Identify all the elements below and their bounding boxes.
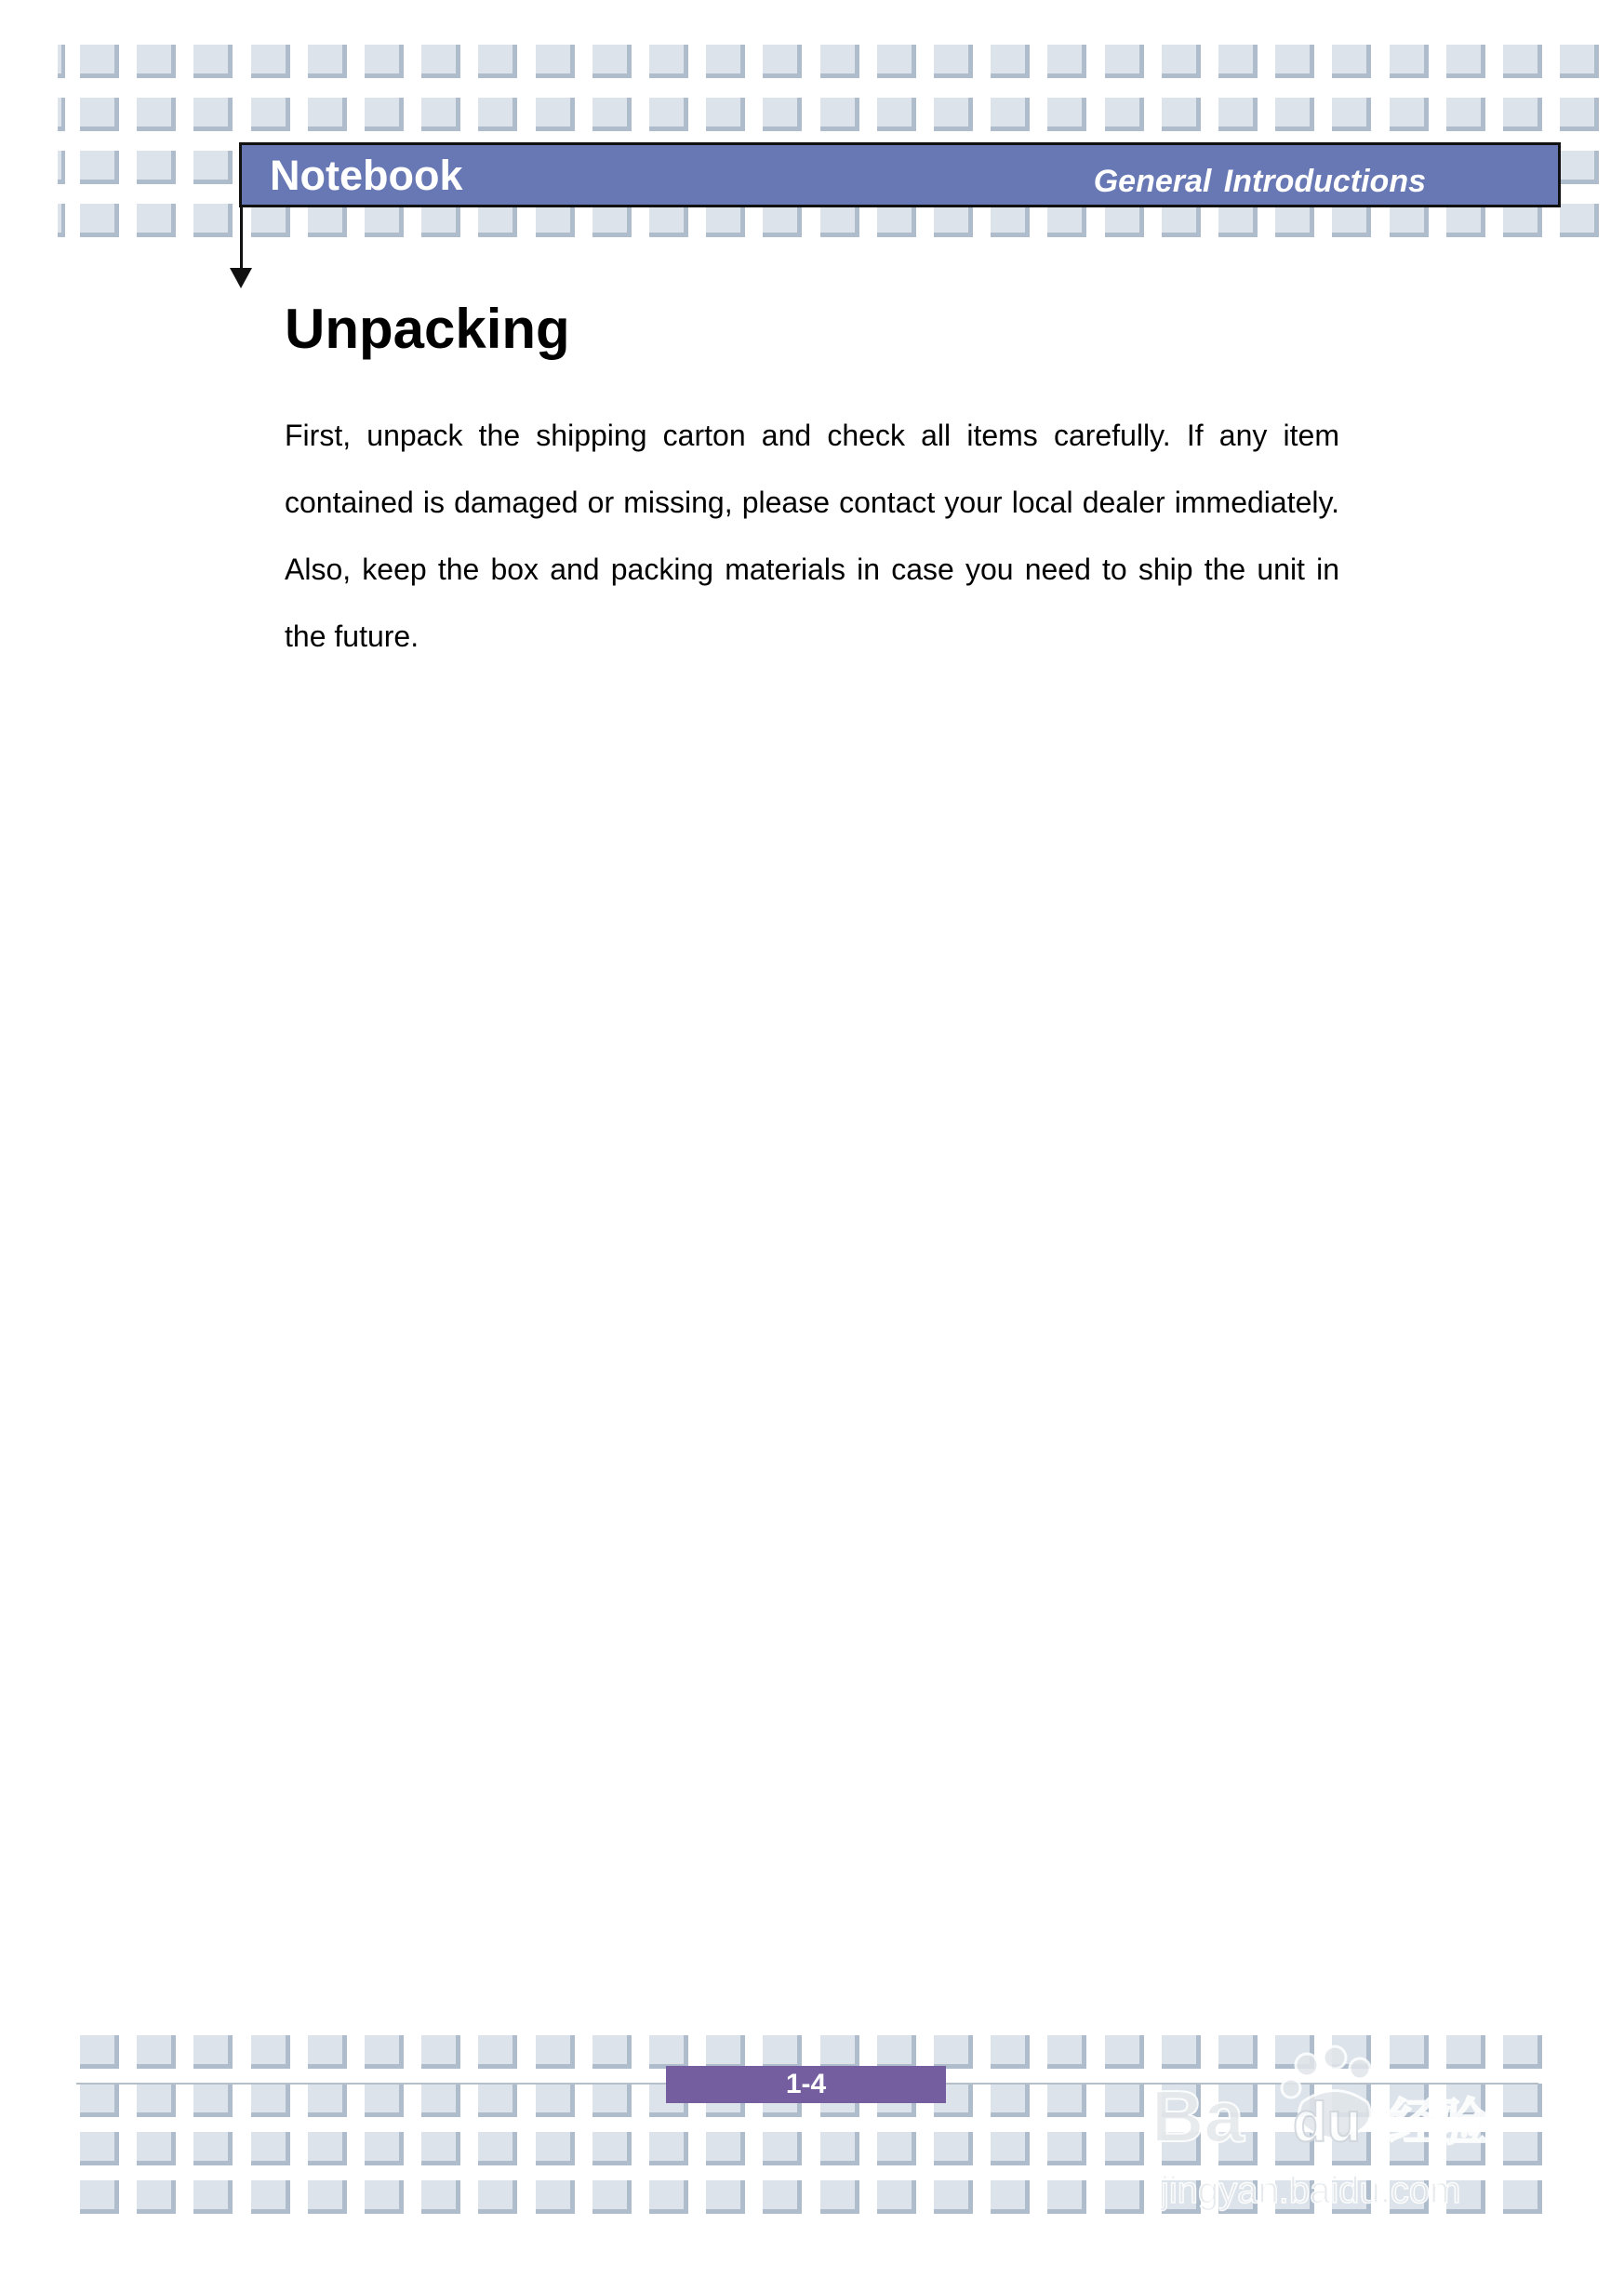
- pattern-tile: [820, 45, 859, 78]
- pattern-tile: [877, 2180, 916, 2214]
- pattern-tile: [193, 2035, 233, 2069]
- pattern-tile: [1275, 45, 1314, 78]
- pattern-tile: [763, 2180, 802, 2214]
- pattern-tile: [1446, 204, 1485, 237]
- pattern-tile: [1503, 45, 1542, 78]
- pattern-tile: [934, 204, 973, 237]
- pattern-tile: [991, 2180, 1030, 2214]
- pattern-tile: [991, 2132, 1030, 2165]
- pattern-tile: [763, 45, 802, 78]
- pattern-tile: [1105, 2180, 1144, 2214]
- header-chapter-title: General Introductions: [1093, 164, 1426, 199]
- pattern-tile: [58, 45, 65, 78]
- pattern-tile: [137, 2132, 176, 2165]
- pattern-tile: [592, 45, 632, 78]
- svg-text:Ba: Ba: [1151, 2075, 1245, 2157]
- pattern-tile: [1218, 204, 1258, 237]
- pattern-tile: [934, 2132, 973, 2165]
- pattern-tile: [365, 45, 404, 78]
- pattern-tile: [251, 2035, 290, 2069]
- pattern-tile: [58, 204, 65, 237]
- pattern-tile: [991, 2035, 1030, 2069]
- pattern-tile: [820, 204, 859, 237]
- pattern-tile: [706, 98, 745, 131]
- pattern-tile: [137, 2084, 176, 2117]
- pattern-tile: [1105, 2084, 1144, 2117]
- pattern-tile: [80, 2180, 119, 2214]
- pattern-tile: [1162, 204, 1201, 237]
- pattern-tile: [137, 151, 176, 184]
- pattern-tile: [80, 98, 119, 131]
- pattern-tile: [421, 2132, 460, 2165]
- pattern-tile: [421, 2180, 460, 2214]
- pattern-tile: [536, 2180, 575, 2214]
- svg-text:jingyan.baidu.com: jingyan.baidu.com: [1161, 2170, 1461, 2211]
- pattern-tile: [308, 2035, 347, 2069]
- pattern-tile: [421, 98, 460, 131]
- pattern-tile: [193, 45, 233, 78]
- pattern-tile: [592, 98, 632, 131]
- pattern-tile: [592, 2180, 632, 2214]
- pattern-tile: [991, 204, 1030, 237]
- pattern-tile: [1047, 2132, 1086, 2165]
- pattern-tile: [1162, 45, 1201, 78]
- pattern-tile: [137, 2035, 176, 2069]
- pattern-tile: [251, 45, 290, 78]
- pattern-tile: [649, 45, 688, 78]
- pattern-tile: [251, 2132, 290, 2165]
- pattern-tile: [1560, 98, 1599, 131]
- pattern-tile: [763, 2132, 802, 2165]
- pattern-tile: [1047, 2180, 1086, 2214]
- pattern-tile: [1047, 98, 1086, 131]
- pattern-tile: [536, 2035, 575, 2069]
- header-product-title: Notebook: [270, 152, 463, 199]
- pattern-tile: [137, 45, 176, 78]
- pattern-tile: [58, 98, 65, 131]
- pattern-tile: [1560, 204, 1599, 237]
- pattern-tile: [1332, 98, 1371, 131]
- pattern-tile: [365, 98, 404, 131]
- pattern-tile: [1105, 2035, 1144, 2069]
- pattern-tile: [251, 204, 290, 237]
- pattern-tile: [1560, 45, 1599, 78]
- pattern-tile: [308, 98, 347, 131]
- pattern-tile: [1446, 98, 1485, 131]
- pattern-tile: [365, 2132, 404, 2165]
- pattern-tile: [706, 2035, 745, 2069]
- pattern-tile: [137, 204, 176, 237]
- pattern-tile: [365, 2084, 404, 2117]
- pattern-tile: [1162, 98, 1201, 131]
- pattern-tile: [649, 2180, 688, 2214]
- pattern-tile: [877, 45, 916, 78]
- pattern-tile: [1105, 2132, 1144, 2165]
- pattern-tile: [649, 204, 688, 237]
- pattern-tile: [1275, 204, 1314, 237]
- pattern-tile: [991, 2084, 1030, 2117]
- pattern-tile: [251, 2084, 290, 2117]
- pattern-tile: [592, 2084, 632, 2117]
- pattern-tile: [421, 2035, 460, 2069]
- pattern-tile: [1503, 98, 1542, 131]
- pattern-tile: [706, 45, 745, 78]
- pattern-tile: [1047, 45, 1086, 78]
- pattern-tile: [251, 98, 290, 131]
- pattern-tile: [820, 98, 859, 131]
- pattern-tile: [478, 2035, 517, 2069]
- pattern-tile: [365, 204, 404, 237]
- pattern-tile: [193, 2132, 233, 2165]
- pattern-tile: [1503, 204, 1542, 237]
- page-number: 1-4: [666, 2066, 946, 2103]
- baidu-watermark-logo: [1144, 2037, 1535, 2223]
- pattern-tile: [592, 204, 632, 237]
- pattern-tile: [1275, 98, 1314, 131]
- pattern-tile: [1390, 204, 1429, 237]
- svg-text:经验: 经验: [1388, 2093, 1488, 2151]
- pattern-tile: [1218, 45, 1258, 78]
- pattern-tile: [763, 98, 802, 131]
- pattern-tile: [1390, 98, 1429, 131]
- header-band: [239, 142, 1561, 207]
- svg-text:du: du: [1293, 2091, 1362, 2153]
- pattern-tile: [80, 204, 119, 237]
- pattern-tile: [1047, 2084, 1086, 2117]
- pattern-tile: [137, 98, 176, 131]
- pattern-tile: [1390, 45, 1429, 78]
- pattern-tile: [763, 2035, 802, 2069]
- pattern-tile: [820, 2132, 859, 2165]
- pattern-tile: [365, 2035, 404, 2069]
- section-heading: Unpacking: [285, 298, 570, 360]
- pattern-tile: [80, 2132, 119, 2165]
- pattern-tile: [80, 45, 119, 78]
- pattern-tile: [1105, 204, 1144, 237]
- pattern-tile: [421, 45, 460, 78]
- pattern-tile: [1047, 2035, 1086, 2069]
- pattern-tile: [536, 45, 575, 78]
- pattern-tile: [137, 2180, 176, 2214]
- body-paragraph: First, unpack the shipping carton and check all items carefully. If any item contained is damaged or missing, please contact your local dealer immediately. Also, keep the box and packing materials in case you need to ship the unit in the future.: [285, 419, 1339, 653]
- pattern-tile: [991, 45, 1030, 78]
- pattern-tile: [934, 45, 973, 78]
- pattern-tile: [706, 204, 745, 237]
- pattern-tile: [706, 2180, 745, 2214]
- pattern-tile: [80, 151, 119, 184]
- pattern-tile: [706, 2132, 745, 2165]
- pattern-tile: [421, 204, 460, 237]
- pattern-tile: [478, 2180, 517, 2214]
- pattern-tile: [58, 151, 65, 184]
- pattern-tile: [308, 2084, 347, 2117]
- pattern-tile: [365, 2180, 404, 2214]
- pattern-tile: [877, 2035, 916, 2069]
- pattern-tile: [649, 98, 688, 131]
- pattern-tile: [308, 2132, 347, 2165]
- pattern-tile: [1105, 98, 1144, 131]
- pattern-tile: [478, 45, 517, 78]
- pattern-tile: [649, 2035, 688, 2069]
- pattern-tile: [1047, 204, 1086, 237]
- pattern-tile: [536, 2084, 575, 2117]
- pattern-tile: [934, 98, 973, 131]
- pattern-tile: [308, 2180, 347, 2214]
- down-arrow-icon: [230, 268, 252, 288]
- pattern-tile: [592, 2132, 632, 2165]
- guide-line: [240, 207, 243, 271]
- pattern-tile: [251, 2180, 290, 2214]
- pattern-tile: [877, 2132, 916, 2165]
- pattern-tile: [478, 2132, 517, 2165]
- pattern-tile: [934, 2035, 973, 2069]
- pattern-tile: [877, 204, 916, 237]
- pattern-tile: [1446, 45, 1485, 78]
- pattern-tile: [536, 2132, 575, 2165]
- pattern-tile: [649, 2132, 688, 2165]
- pattern-tile: [80, 2035, 119, 2069]
- pattern-tile: [308, 204, 347, 237]
- pattern-tile: [820, 2035, 859, 2069]
- pattern-tile: [592, 2035, 632, 2069]
- pattern-tile: [193, 2084, 233, 2117]
- pattern-tile: [193, 2180, 233, 2214]
- pattern-tile: [308, 45, 347, 78]
- pattern-tile: [478, 204, 517, 237]
- pattern-tile: [1105, 45, 1144, 78]
- pattern-tile: [536, 204, 575, 237]
- pattern-tile: [478, 2084, 517, 2117]
- pattern-tile: [1332, 45, 1371, 78]
- pattern-tile: [1218, 98, 1258, 131]
- main-content: [285, 296, 1339, 670]
- pattern-tile: [193, 98, 233, 131]
- pattern-tile: [80, 2084, 119, 2117]
- pattern-tile: [421, 2084, 460, 2117]
- pattern-tile: [478, 98, 517, 131]
- pattern-tile: [763, 204, 802, 237]
- pattern-tile: [1560, 151, 1599, 184]
- pattern-tile: [934, 2180, 973, 2214]
- pattern-tile: [536, 98, 575, 131]
- pattern-tile: [193, 151, 233, 184]
- pattern-tile: [193, 204, 233, 237]
- pattern-tile: [1332, 204, 1371, 237]
- pattern-tile: [991, 98, 1030, 131]
- pattern-tile: [877, 98, 916, 131]
- pattern-tile: [820, 2180, 859, 2214]
